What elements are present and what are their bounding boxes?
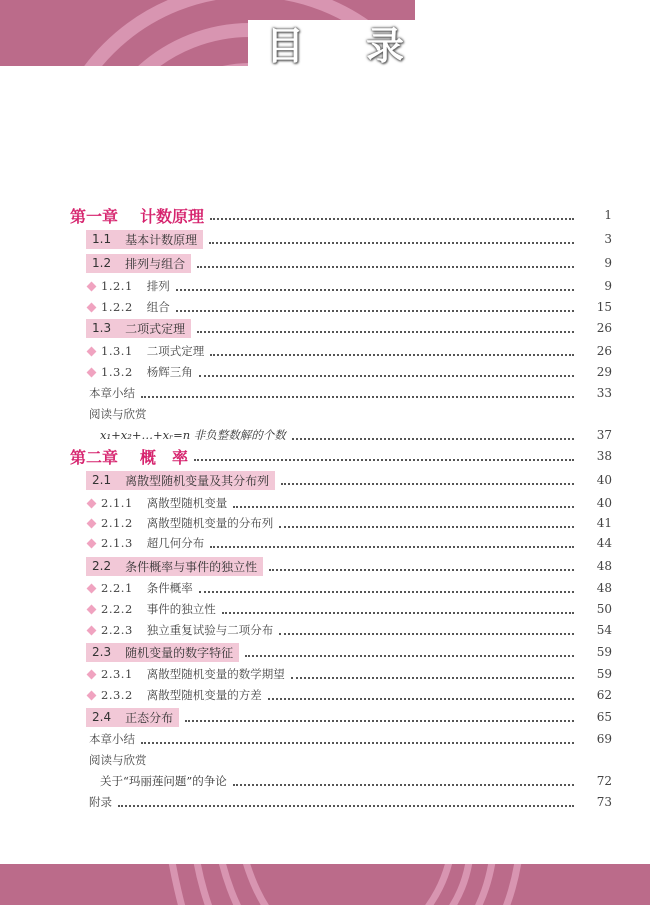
section-title: 正态分布 bbox=[125, 710, 174, 725]
toc-subsection[interactable] bbox=[0, 493, 650, 513]
toc-section[interactable] bbox=[0, 642, 650, 662]
chapter-title: 计数原理 bbox=[140, 206, 205, 226]
dot-leader bbox=[279, 632, 574, 635]
entry-title: 阅读与欣赏 bbox=[89, 753, 147, 767]
section-highlight bbox=[86, 643, 239, 662]
toc-subsection[interactable] bbox=[0, 276, 650, 296]
page-number: 69 bbox=[596, 732, 612, 746]
chapter-number: 第一章 bbox=[70, 206, 119, 226]
chapter-number: 第二章 bbox=[70, 447, 119, 467]
entry-title: 阅读与欣赏 bbox=[89, 407, 147, 421]
toc-chapter-1[interactable] bbox=[0, 205, 650, 225]
section-title: 条件概率与事件的独立性 bbox=[125, 559, 258, 574]
toc-reading-heading bbox=[0, 750, 650, 770]
dot-leader bbox=[199, 374, 574, 377]
subsection-title: 排列 bbox=[146, 279, 170, 293]
toc-subsection[interactable] bbox=[0, 620, 650, 640]
page-number: 40 bbox=[596, 496, 612, 510]
section-number: 2.3 bbox=[92, 645, 112, 659]
entry-title: 本章小结 bbox=[89, 732, 135, 746]
dot-leader bbox=[197, 265, 574, 268]
subsection-title: 杨辉三角 bbox=[146, 365, 193, 379]
dot-leader bbox=[176, 288, 574, 291]
section-highlight bbox=[86, 319, 191, 338]
diamond-bullet-icon bbox=[87, 281, 97, 291]
subsection-number: 1.2.2 bbox=[101, 300, 133, 314]
toc-subsection[interactable] bbox=[0, 513, 650, 533]
subsection-title: 组合 bbox=[146, 300, 170, 314]
section-number: 2.4 bbox=[92, 710, 112, 724]
subsection-number: 2.3.1 bbox=[101, 667, 133, 681]
dot-leader bbox=[176, 309, 574, 312]
page-number: 26 bbox=[596, 344, 612, 358]
section-highlight bbox=[86, 708, 179, 727]
dot-leader bbox=[233, 783, 574, 786]
subsection-number: 2.2.1 bbox=[101, 581, 133, 595]
section-title: 排列与组合 bbox=[125, 256, 186, 271]
page-number: 44 bbox=[596, 536, 612, 550]
page-number: 41 bbox=[596, 516, 612, 530]
dot-leader bbox=[210, 217, 574, 220]
dot-leader bbox=[268, 697, 574, 700]
section-number: 1.2 bbox=[92, 256, 112, 270]
diamond-bullet-icon bbox=[87, 346, 97, 356]
diamond-bullet-icon bbox=[87, 367, 97, 377]
subsection-title: 离散型随机变量 bbox=[146, 496, 228, 510]
footer-band bbox=[0, 864, 650, 905]
page-number: 73 bbox=[596, 795, 612, 809]
toc-section[interactable] bbox=[0, 253, 650, 273]
entry-title: 本章小结 bbox=[89, 386, 135, 400]
dot-leader bbox=[291, 676, 574, 679]
dot-leader bbox=[222, 611, 574, 614]
page-number: 65 bbox=[596, 710, 612, 724]
toc-section[interactable] bbox=[0, 556, 650, 576]
dot-leader bbox=[233, 505, 574, 508]
page-number: 1 bbox=[604, 208, 612, 222]
toc-chapter-2[interactable] bbox=[0, 446, 650, 466]
subsection-number: 2.2.2 bbox=[101, 602, 133, 616]
subsection-title: 事件的独立性 bbox=[146, 602, 216, 616]
page-number: 59 bbox=[596, 667, 612, 681]
entry-title: 附录 bbox=[89, 795, 112, 809]
page-number: 3 bbox=[604, 232, 612, 246]
toc-chapter-summary[interactable] bbox=[0, 729, 650, 749]
section-number: 2.1 bbox=[92, 473, 112, 487]
dot-leader bbox=[197, 330, 574, 333]
diamond-bullet-icon bbox=[87, 625, 97, 635]
page-number: 48 bbox=[596, 559, 612, 573]
section-highlight bbox=[86, 230, 203, 249]
dot-leader bbox=[141, 741, 574, 744]
toc-subsection[interactable] bbox=[0, 362, 650, 382]
entry-title: x₁+x₂+…+xᵣ=n 非负整数解的个数 bbox=[100, 428, 286, 442]
subsection-number: 1.2.1 bbox=[101, 279, 133, 293]
subsection-number: 2.3.2 bbox=[101, 688, 133, 702]
subsection-number: 1.3.1 bbox=[101, 344, 133, 358]
toc-section[interactable] bbox=[0, 470, 650, 490]
subsection-number: 2.1.1 bbox=[101, 496, 133, 510]
section-title: 离散型随机变量及其分布列 bbox=[125, 473, 270, 488]
page-number: 59 bbox=[596, 645, 612, 659]
page-number: 9 bbox=[604, 256, 612, 270]
subsection-title: 超几何分布 bbox=[146, 536, 205, 550]
section-highlight bbox=[86, 557, 263, 576]
page-number: 40 bbox=[596, 473, 612, 487]
page-title-char-1: 目 bbox=[266, 24, 305, 68]
section-title: 基本计数原理 bbox=[125, 232, 198, 247]
diamond-bullet-icon bbox=[87, 518, 97, 528]
page-number: 26 bbox=[596, 321, 612, 335]
diamond-bullet-icon bbox=[87, 669, 97, 679]
diamond-bullet-icon bbox=[87, 538, 97, 548]
section-highlight bbox=[86, 471, 275, 490]
section-highlight bbox=[86, 254, 191, 273]
dot-leader bbox=[194, 458, 574, 461]
toc-subsection[interactable] bbox=[0, 297, 650, 317]
subsection-number: 1.3.2 bbox=[101, 365, 133, 379]
subsection-number: 2.1.3 bbox=[101, 536, 133, 550]
page-number: 38 bbox=[596, 449, 612, 463]
page-number: 72 bbox=[596, 774, 612, 788]
page-number: 15 bbox=[596, 300, 612, 314]
toc-subsection[interactable] bbox=[0, 599, 650, 619]
section-number: 1.1 bbox=[92, 232, 112, 246]
entry-title: 关于“玛丽莲问题”的争论 bbox=[100, 774, 227, 788]
dot-leader bbox=[210, 545, 574, 548]
toc-section[interactable] bbox=[0, 707, 650, 727]
page-title-char-2: 录 bbox=[366, 24, 405, 68]
toc-appendix[interactable] bbox=[0, 792, 650, 812]
toc-subsection[interactable] bbox=[0, 341, 650, 361]
toc-subsection[interactable] bbox=[0, 578, 650, 598]
toc-chapter-summary[interactable] bbox=[0, 383, 650, 403]
section-title: 二项式定理 bbox=[125, 321, 186, 336]
dot-leader bbox=[292, 437, 574, 440]
toc-reading-entry[interactable] bbox=[0, 425, 650, 445]
diamond-bullet-icon bbox=[87, 498, 97, 508]
subsection-title: 二项式定理 bbox=[146, 344, 205, 358]
page-number: 54 bbox=[596, 623, 612, 637]
subsection-number: 2.1.2 bbox=[101, 516, 133, 530]
toc-section[interactable] bbox=[0, 318, 650, 338]
dot-leader bbox=[209, 241, 574, 244]
subsection-title: 离散型随机变量的数学期望 bbox=[146, 667, 285, 681]
dot-leader bbox=[279, 525, 574, 528]
dot-leader bbox=[141, 395, 574, 398]
toc-section[interactable] bbox=[0, 229, 650, 249]
toc-subsection[interactable] bbox=[0, 533, 650, 553]
dot-leader bbox=[281, 482, 574, 485]
dot-leader bbox=[210, 353, 574, 356]
section-title: 随机变量的数字特征 bbox=[125, 645, 234, 660]
toc-subsection[interactable] bbox=[0, 664, 650, 684]
dot-leader bbox=[185, 719, 574, 722]
page-number: 62 bbox=[596, 688, 612, 702]
section-number: 2.2 bbox=[92, 559, 112, 573]
page-number: 37 bbox=[596, 428, 612, 442]
dot-leader bbox=[118, 804, 574, 807]
subsection-title: 离散型随机变量的方差 bbox=[146, 688, 262, 702]
section-number: 1.3 bbox=[92, 321, 112, 335]
diamond-bullet-icon bbox=[87, 583, 97, 593]
toc-reading-entry[interactable] bbox=[0, 771, 650, 791]
subsection-title: 独立重复试验与二项分布 bbox=[146, 623, 274, 637]
toc-reading-heading bbox=[0, 404, 650, 424]
subsection-title: 离散型随机变量的分布列 bbox=[146, 516, 274, 530]
diamond-bullet-icon bbox=[87, 302, 97, 312]
dot-leader bbox=[269, 568, 574, 571]
chapter-title: 概 率 bbox=[140, 447, 189, 467]
page-number: 9 bbox=[604, 279, 612, 293]
page-number: 29 bbox=[596, 365, 612, 379]
dot-leader bbox=[245, 654, 574, 657]
page-number: 48 bbox=[596, 581, 612, 595]
subsection-title: 条件概率 bbox=[146, 581, 193, 595]
dot-leader bbox=[199, 590, 574, 593]
toc-subsection[interactable] bbox=[0, 685, 650, 705]
page-number: 50 bbox=[596, 602, 612, 616]
diamond-bullet-icon bbox=[87, 604, 97, 614]
arc-decoration bbox=[0, 864, 650, 905]
subsection-number: 2.2.3 bbox=[101, 623, 133, 637]
diamond-bullet-icon bbox=[87, 690, 97, 700]
page-number: 33 bbox=[596, 386, 612, 400]
